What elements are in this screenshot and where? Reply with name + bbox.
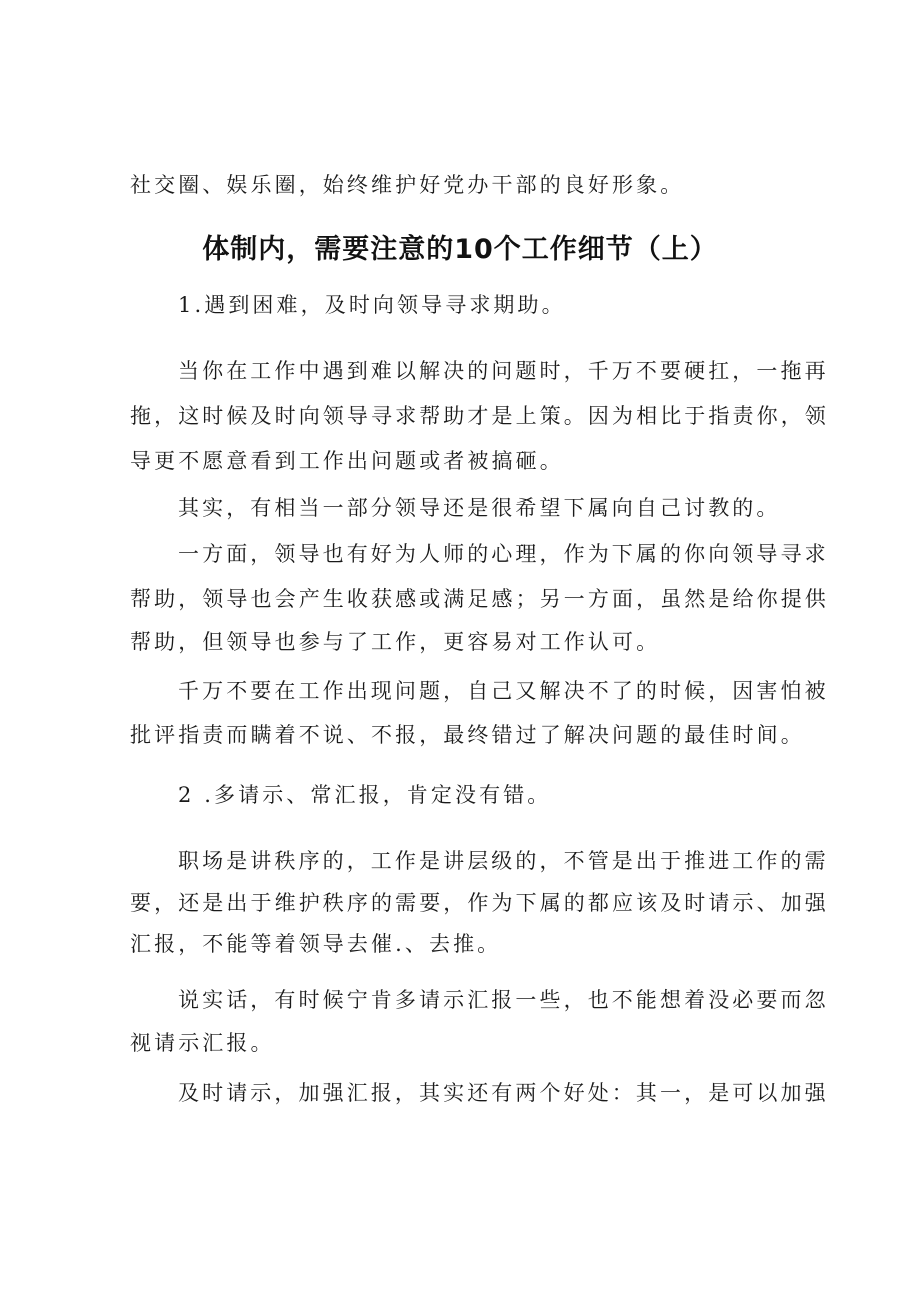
text-line: 职场是讲秩序的，工作是讲层级的，不管是出于推进工作的需 bbox=[178, 849, 829, 873]
text-line: 一方面，领导也有好为人师的心理，作为下属的你向领导寻求 bbox=[178, 542, 829, 566]
text-line: 说实话，有时候宁肯多请示汇报一些，也不能想着没必要而忽 bbox=[178, 988, 829, 1012]
section-title: 体制内，需要注意的10个工作细节（上） bbox=[202, 234, 718, 265]
text-line: 批评指责而瞒着不说、不报，最终错过了解决问题的最佳时间。 bbox=[130, 723, 805, 747]
list-item-heading: 2 .多请示、常汇报，肯定没有错。 bbox=[178, 783, 552, 807]
text-line: 帮助，领导也会产生收获感或满足感；另一方面，虽然是给你提供 bbox=[130, 587, 829, 611]
text-line: 要，还是出于维护秩序的需要，作为下属的都应该及时请示、加强 bbox=[130, 891, 829, 915]
text-line: 汇报，不能等着领导去催.、去推。 bbox=[130, 932, 502, 956]
text-line: 其实，有相当一部分领导还是很希望下属向自己讨教的。 bbox=[178, 496, 781, 520]
text-line: 导更不愿意看到工作出问题或者被搞砸。 bbox=[130, 449, 564, 473]
text-line: 及时请示，加强汇报，其实还有两个好处：其一，是可以加强 bbox=[178, 1081, 829, 1105]
text-line: 帮助，但领导也参与了工作，更容易对工作认可。 bbox=[130, 630, 661, 654]
text-line: 拖，这时候及时向领导寻求帮助才是上策。因为相比于指责你，领 bbox=[130, 404, 829, 428]
text-line: 千万不要在工作出现问题，自己又解决不了的时候，因害怕被 bbox=[178, 679, 829, 703]
text-line: 当你在工作中遇到难以解决的问题时，千万不要硬扛，一拖再 bbox=[178, 359, 829, 383]
text-line: 社交圈、娱乐圈，始终维护好党办干部的良好形象。 bbox=[130, 173, 685, 197]
list-item-heading: 1.遇到困难，及时向领导寻求期助。 bbox=[178, 293, 566, 317]
text-line: 视请示汇报。 bbox=[130, 1031, 275, 1055]
